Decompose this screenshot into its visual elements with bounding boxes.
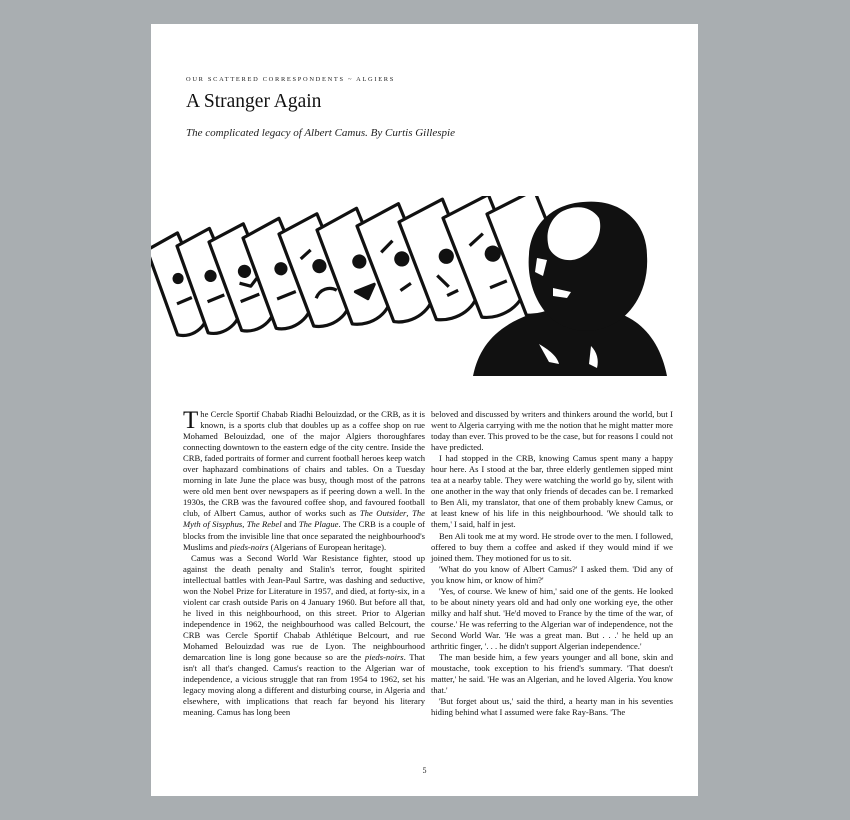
magazine-page bbox=[151, 24, 698, 796]
paragraph: Camus was a Second World War Resistance fighter, stood up against the death penalty and Stalin's terror, fought spirited intellectual battles with Jean-Paul Sartre, was dashing and seductive, won the Nobel Prize for Literature in 1957, and died, at forty-six, in a violent car crash outside Paris on 4 January 1960. But before all that, he lived in this neighbourhood, on this street. Prior to Algerian independence in 1962, the neighbourhood was called Belcourt, the CRB was Cercle Sportif Chabab Athlétique Belcourt, and rue Mohamed Belouizdad was rue de Lyon. The neighbourhood demarcation line is long gone because so are the pieds-noirs. That isn't all that's changed. Camus's reaction to the Algerian war of independence, a vicious struggle that ran from 1954 to 1962, set his legacy moving along a different and disturbing course, in Algeria and elsewhere, with implications that reach far beyond his literary meaning. Camus has long been bbox=[183, 552, 426, 718]
article-subtitle: The complicated legacy of Albert Camus. By Curtis Gillespie bbox=[186, 127, 455, 139]
paragraph: The Cercle Sportif Chabab Riadhi Belouizdad, or the CRB, as it is known, is a sports club that doubles up as a coffee shop on rue Mohamed Belouizdad, one of the major Algiers thoroughfares connecting downtown to the eastern edge of the city centre. Inside the CRB, faded portraits of former and current football heroes keep watch over haphazard combinations of chairs and tables. On a Tuesday morning in late June the place was busy, though most of the patrons were old men bent over newspapers as if peering down a well. In the 1930s, the CRB was the favoured coffee shop, and favoured football club, of Albert Camus, author of works such as The Outsider, The Myth of Sisyphus, The Rebel and The Plague. The CRB is a couple of blocks from the invisible line that once separated the neighbourhood's Muslims and pieds-noirs (Algerians of European heritage). bbox=[183, 407, 425, 552]
article-title: A Stranger Again bbox=[186, 91, 322, 112]
paragraph: I had stopped in the CRB, knowing Camus spent many a happy hour here. As I stood at the bar, three elderly gentlemen sipped mint tea at a nearby table. They were watching the world go by, silent with one another in the way that only friends of decades can be. I remarked to Ben Ali, my translator, that one of them probably knew Camus, or at least knew of his life in this neighbourhood. 'We should talk to them,' I said, half in jest. bbox=[431, 453, 673, 530]
paragraph: 'Yes, of course. We knew of him,' said one of the gents. He looked to be about ninety years old and had only one working eye, the other milky and half shut. 'He'd moved to France by the time of the war, of course.' He was referring to the Algerian war of independence, not the Second World War. 'He was a great man. But . . .' he held up an arthritic finger, '. . . he didn't support Algerian independence.' bbox=[431, 585, 673, 651]
page-number: 5 bbox=[422, 766, 427, 775]
paragraph: Ben Ali took me at my word. He strode over to the men. I followed, offered to buy them a coffee and asked if they would mind if we joined them. They motioned for us to sit. bbox=[431, 530, 673, 563]
body-column-right bbox=[431, 409, 673, 718]
paragraph: 'But forget about us,' said the third, a hearty man in his seventies hiding behind what I assumed were fake Ray-Bans. 'The bbox=[431, 696, 673, 718]
drop-cap: T bbox=[183, 407, 199, 434]
masks-and-portrait-illustration bbox=[151, 196, 698, 376]
mask-row bbox=[151, 196, 577, 339]
paragraph: beloved and discussed by writers and thinkers around the world, but I went to Algeria carrying with me the notion that he might matter more today than ever. This proved to be the case, but for reasons I could not have predicted. bbox=[431, 409, 673, 453]
body-column-left bbox=[183, 409, 425, 718]
paragraph: 'What do you know of Albert Camus?' I asked them. 'Did any of you know him, or know of him?' bbox=[431, 563, 673, 585]
paragraph: The man beside him, a few years younger and all bone, skin and moustache, took exception to his friend's summary. 'That doesn't matter,' he said. 'He was an Algerian, and he loved Algeria. You know that.' bbox=[431, 652, 673, 696]
section-kicker: OUR SCATTERED CORRESPONDENTS ~ ALGIERS bbox=[186, 76, 396, 83]
